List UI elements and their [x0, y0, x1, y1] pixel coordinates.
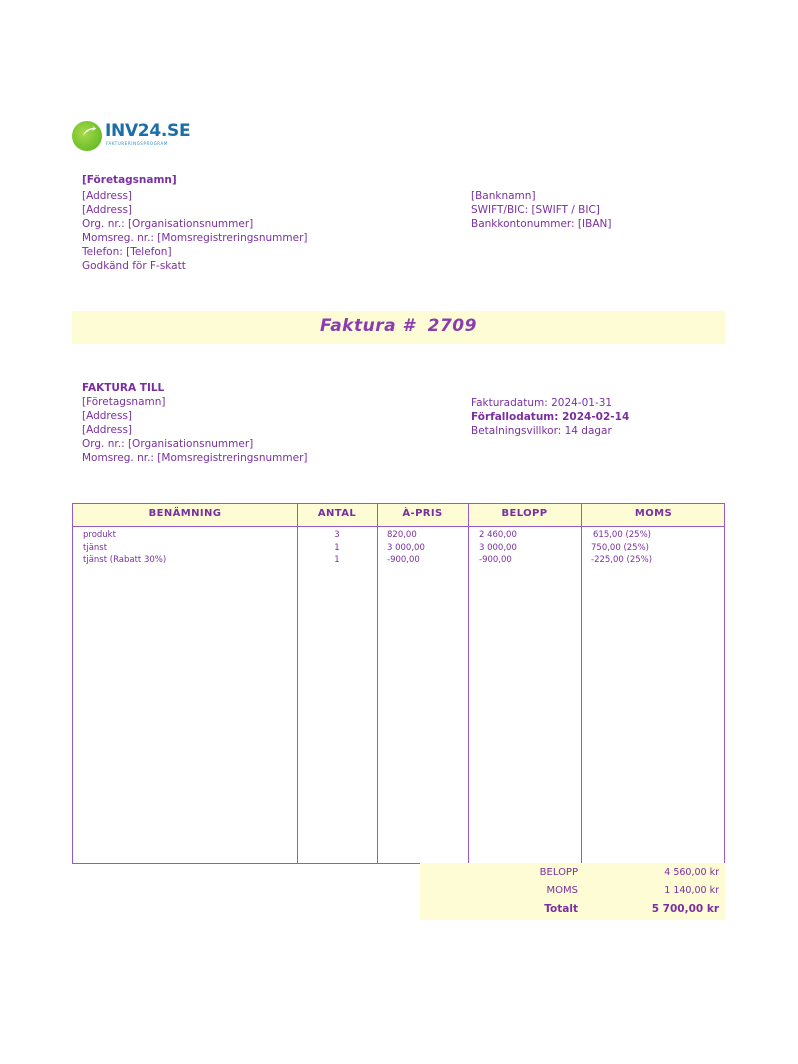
row-1-unit-price: 820,00 — [387, 530, 417, 540]
buyer-vat-number: Momsreg. nr.: [Momsregistreringsnummer] — [82, 452, 308, 464]
buyer-company: [Företagsnamn] — [82, 396, 166, 408]
row-3-vat: -225,00 (25%) — [591, 555, 653, 565]
bank-swift: SWIFT/BIC: [SWIFT / BIC] — [471, 204, 600, 216]
payment-terms: Betalningsvillkor: 14 dagar — [471, 425, 612, 437]
row-2-description: tjänst — [83, 542, 108, 553]
seller-address-2: [Address] — [82, 204, 133, 216]
bank-info — [471, 189, 611, 231]
row-2-unit-price: 3 000,00 — [387, 542, 425, 553]
invoice-title-band — [72, 311, 725, 344]
logo-text: INV24.SE — [105, 121, 191, 141]
row-3-unit-price: -900,00 — [387, 555, 420, 565]
row-1-description: produkt — [83, 530, 116, 540]
seller-phone: Telefon: [Telefon] — [82, 246, 172, 258]
vat-total-label: MOMS — [546, 885, 578, 896]
buyer-heading: FAKTURA TILL — [82, 382, 165, 394]
grand-total-value: 5 700,00 kr — [651, 903, 719, 915]
row-1-vat: 615,00 (25%) — [593, 530, 651, 540]
row-3-quantity: 1 — [334, 555, 340, 565]
totals-box — [420, 863, 725, 920]
invoice-title: Faktura # 2709 — [320, 316, 477, 336]
header-unit-price: À-PRIS — [402, 508, 443, 519]
row-2-quantity: 1 — [334, 542, 340, 553]
buyer-address-1: [Address] — [82, 410, 133, 422]
buyer-org-number: Org. nr.: [Organisationsnummer] — [82, 438, 254, 450]
buyer-address-2: [Address] — [82, 424, 133, 436]
header-vat: MOMS — [634, 508, 673, 519]
column-divider — [377, 504, 378, 863]
header-amount: BELOPP — [501, 508, 548, 519]
table-header — [73, 504, 724, 527]
subtotal-label: BELOPP — [539, 867, 578, 878]
header-description: BENÄMNING — [148, 508, 222, 519]
row-3-amount: -900,00 — [479, 555, 512, 565]
vat-total-value: 1 140,00 kr — [664, 885, 719, 896]
seller-ftax: Godkänd för F-skatt — [82, 260, 186, 272]
seller-org-number: Org. nr.: [Organisationsnummer] — [82, 218, 254, 230]
invoice-dates — [471, 396, 629, 438]
row-3-description: tjänst (Rabatt 30%) — [83, 555, 167, 565]
row-2-amount: 3 000,00 — [479, 542, 517, 553]
buyer-info — [82, 381, 308, 465]
seller-address-1: [Address] — [82, 190, 133, 202]
row-1-amount: 2 460,00 — [479, 530, 517, 540]
row-2-vat: 750,00 (25%) — [591, 542, 649, 553]
bank-iban: Bankkontonummer: [IBAN] — [471, 218, 612, 230]
logo-arrow-icon — [81, 124, 97, 140]
seller-vat-number: Momsreg. nr.: [Momsregistreringsnummer] — [82, 232, 308, 244]
subtotal-value: 4 560,00 kr — [664, 867, 719, 878]
header-quantity: ANTAL — [317, 508, 357, 519]
logo-subtitle: FAKTURERINGSPROGRAM — [106, 141, 168, 146]
due-date: Förfallodatum: 2024-02-14 — [471, 411, 630, 423]
grand-total-label: Totalt — [544, 903, 578, 915]
column-divider — [468, 504, 469, 863]
row-1-quantity: 3 — [334, 530, 340, 540]
seller-info — [82, 173, 308, 273]
seller-company: [Företagsnamn] — [82, 174, 177, 186]
items-table — [72, 503, 725, 864]
invoice-date: Fakturadatum: 2024-01-31 — [471, 397, 613, 409]
column-divider — [581, 504, 582, 863]
bank-name: [Banknamn] — [471, 190, 536, 202]
company-logo — [72, 119, 202, 151]
